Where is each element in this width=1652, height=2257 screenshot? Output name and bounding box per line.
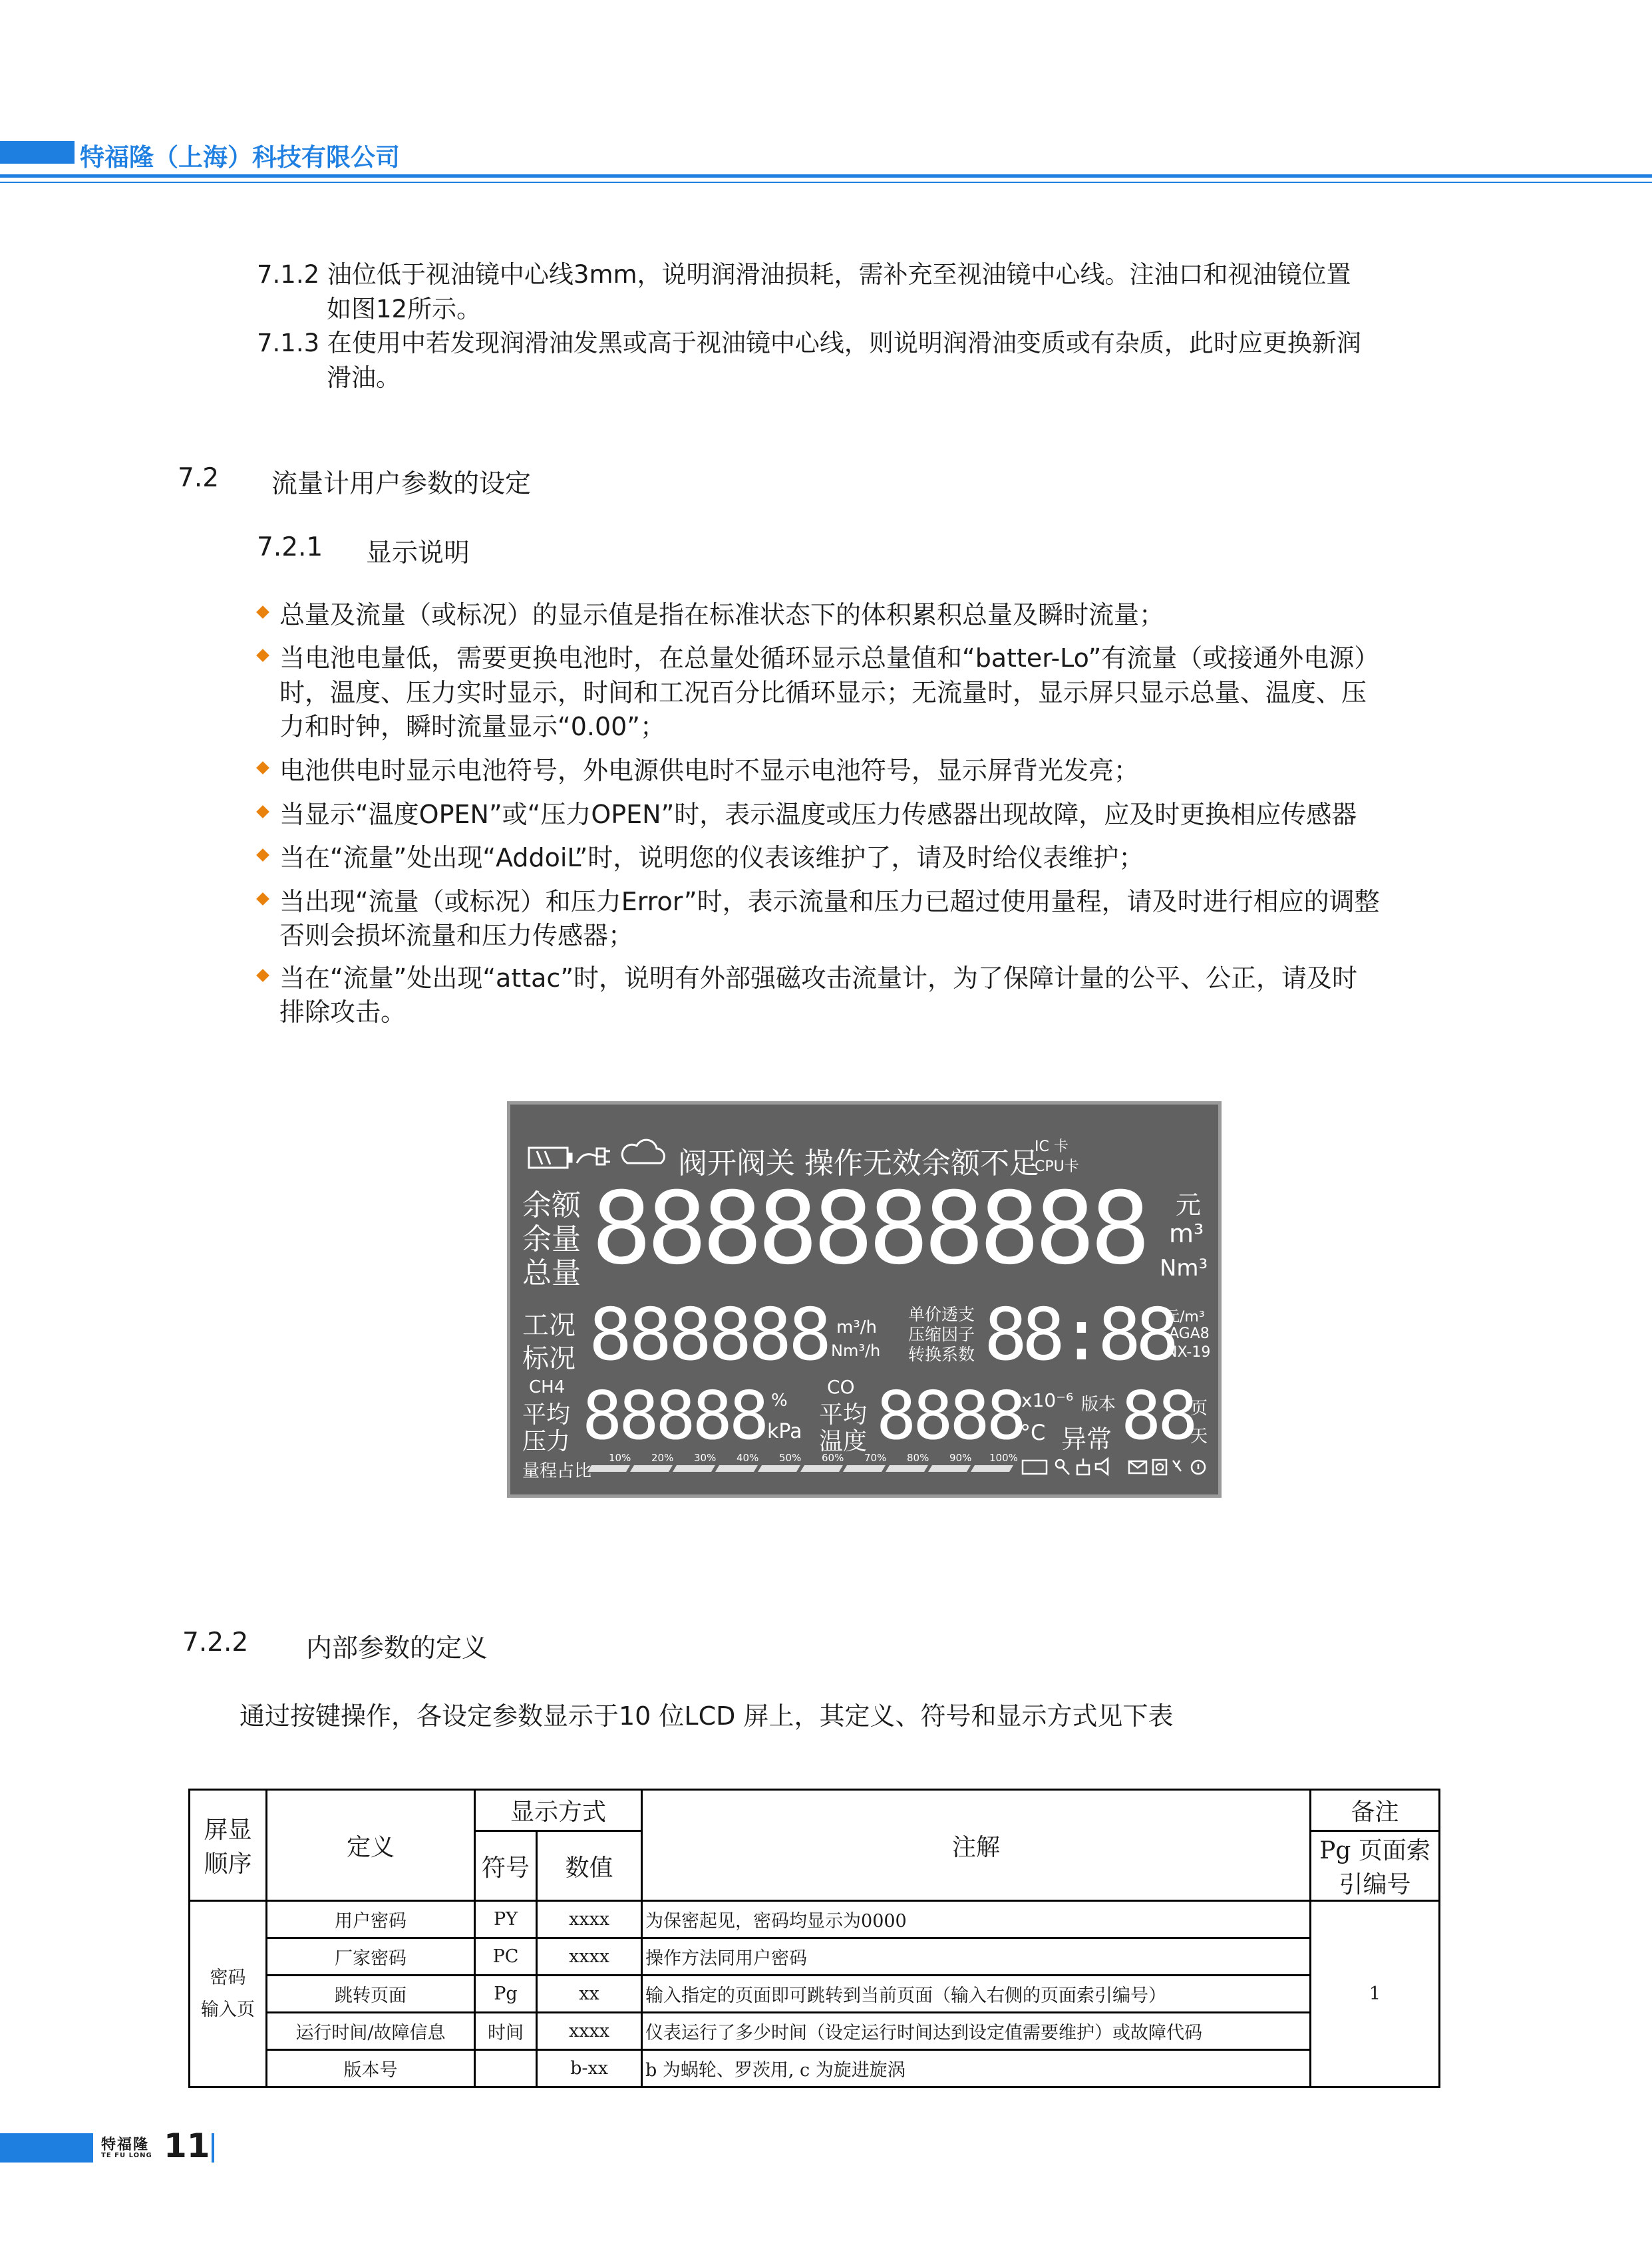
section-72-number: 7.2 <box>178 463 220 493</box>
lcd-label-ch4: CH4 <box>529 1377 566 1397</box>
row-value: b-xx <box>537 2050 642 2087</box>
row-definition: 用户密码 <box>267 1901 475 1938</box>
lcd-range-label: 量程占比 <box>522 1461 592 1481</box>
row-definition: 运行时间/故障信息 <box>267 2013 475 2050</box>
header-rule <box>0 174 1652 178</box>
row-value: xx <box>537 1976 642 2013</box>
footer-logo: 特福隆 <box>101 2137 150 2153</box>
table-header-row <box>190 1790 1440 1831</box>
footer-logo-sub: TE FU LONG <box>101 2152 152 2159</box>
company-name: 特福隆（上海）科技有限公司 <box>80 143 400 172</box>
table-row <box>190 1976 1440 2013</box>
lcd-status-text: 阀开阀关 操作无效余额不足 <box>678 1146 1039 1180</box>
section-721-title: 显示说明 <box>366 538 470 568</box>
para-712-line1: 7.1.2 油位低于视油镜中心线3mm，说明润滑油损耗，需补充至视油镜中心线。注油口和视油镜位置 <box>257 260 1351 289</box>
row-definition: 跳转页面 <box>267 1976 475 2013</box>
bullet-7-line1: 当在“流量”处出现“attac”时，说明有外部强磁攻击流量计，为了保障计量的公平、公正，请及时 <box>279 963 1358 993</box>
row-symbol: PC <box>475 1938 537 1976</box>
bullet-3: 电池供电时显示电池符号，外电源供电时不显示电池符号，显示屏背光发亮； <box>279 756 1140 785</box>
row-symbol: 时间 <box>475 2013 537 2050</box>
section-722-number: 7.2.2 <box>182 1628 249 1657</box>
parameter-table <box>188 1789 1440 2088</box>
lcd-range-tick: 30% <box>694 1452 717 1464</box>
lcd-aga8: AGA8 <box>1169 1325 1210 1342</box>
lcd-unit-nm3h: Nm³/h <box>831 1341 881 1360</box>
header-definition: 定义 <box>267 1790 475 1901</box>
bullet-marker <box>258 850 267 862</box>
cloud-icon <box>622 1140 664 1163</box>
row-value: xxxx <box>537 1938 642 1976</box>
lcd-flow-digits: 888888 <box>589 1294 829 1377</box>
lcd-unit-yuan-m3: 元/m³ <box>1165 1309 1205 1325</box>
row-definition: 厂家密码 <box>267 1938 475 1976</box>
lcd-label-avg2: 平均 <box>819 1401 868 1429</box>
lcd-unit-m3h: m³/h <box>836 1317 877 1337</box>
lcd-clock-digits: 88:88 <box>984 1294 1174 1377</box>
bullet-7-line2: 排除攻击。 <box>279 997 407 1027</box>
lcd-label-working: 工况 <box>522 1310 576 1341</box>
bullet-marker <box>258 806 267 819</box>
lcd-unit-page: 页 <box>1190 1399 1208 1419</box>
lcd-range-tick: 100% <box>989 1452 1018 1464</box>
lcd-unit-day: 天 <box>1190 1427 1208 1447</box>
bullet-4: 当显示“温度OPEN”或“压力OPEN”时，表示温度或压力传感器出现故障，应及时更换相应传感器 <box>279 800 1357 829</box>
para-712-line2: 如图12所示。 <box>327 295 482 323</box>
bullet-6-line2: 否则会损坏流量和压力传感器； <box>279 921 634 950</box>
row-symbol: PY <box>475 1901 537 1938</box>
bullet-2-line3: 力和时钟，瞬时流量显示“0.00”； <box>279 712 665 741</box>
lcd-label-temp: 温度 <box>819 1428 868 1455</box>
bullet-6-line1: 当出现“流量（或标况）和压力Error”时，表示流量和压力已超过使用量程，请及时进行相应的调整 <box>279 887 1380 916</box>
lcd-unit-celsius: °C <box>1020 1420 1046 1445</box>
bullet-1: 总量及流量（或标况）的显示值是指在标准状态下的体积累积总量及瞬时流量； <box>279 600 1165 629</box>
battery-icon <box>529 1148 572 1168</box>
row-note: 为保密起见，密码均显示为0000 <box>642 1901 1311 1938</box>
lcd-label-remain: 余量 <box>522 1222 581 1256</box>
lcd-main-digits: 8888888888 <box>591 1171 1146 1287</box>
lcd-pressure-digits: 88888 <box>582 1377 766 1455</box>
header-display-mode: 显示方式 <box>475 1790 642 1831</box>
row-definition: 版本号 <box>267 2050 475 2087</box>
lcd-display-figure <box>507 1101 1222 1498</box>
para-713-line1: 7.1.3 在使用中若发现润滑油发黑或高于视油镜中心线，则说明润滑油变质或有杂质，此时应更换新润 <box>257 329 1361 357</box>
row-note: b 为蜗轮、罗茨用, c 为旋进旋涡 <box>642 2050 1311 2087</box>
group-password-page: 密码 输入页 <box>190 1901 267 2087</box>
row-note: 仪表运行了多少时间（设定运行时间达到设定值需要维护）或故障代码 <box>642 2013 1311 2050</box>
row-symbol <box>475 2050 537 2087</box>
bullet-2-line1: 当电池电量低，需要更换电池时，在总量处循环显示总量值和“batter-Lo”有流量（或接通外电源） <box>279 643 1380 673</box>
bullet-marker <box>258 607 267 619</box>
lcd-label-total: 总量 <box>522 1256 581 1290</box>
header-note: 注解 <box>642 1790 1311 1901</box>
header-rule-thin <box>0 182 1652 183</box>
header-remark: 备注 <box>1311 1790 1440 1831</box>
lcd-cpu-card: CPU卡 <box>1035 1158 1079 1175</box>
lcd-range-tick: 50% <box>779 1452 802 1464</box>
lcd-label-price: 单价透支 <box>908 1305 975 1324</box>
header-pg-index: Pg 页面索 引编号 <box>1311 1831 1440 1901</box>
lcd-unit-nm3: Nm³ <box>1160 1255 1208 1282</box>
footer-accent-bar <box>0 2133 93 2163</box>
lcd-range-tick: 80% <box>907 1452 929 1464</box>
lcd-label-pressure: 压力 <box>522 1428 571 1455</box>
remark-pg-value: 1 <box>1311 1901 1440 2087</box>
section-722-title: 内部参数的定义 <box>306 1634 488 1663</box>
lcd-ic-card: IC 卡 <box>1035 1138 1069 1155</box>
lcd-unit-kpa: kPa <box>767 1420 802 1443</box>
lcd-temp-digits: 8888 <box>876 1377 1023 1455</box>
lcd-label-standard: 标况 <box>522 1343 576 1374</box>
bullet-5: 当在“流量”处出现“AddoiL”时，说明您的仪表该维护了，请及时给仪表维护； <box>279 843 1144 872</box>
table-row <box>190 1938 1440 1976</box>
bullet-marker <box>258 763 267 775</box>
status-icons <box>1023 1459 1205 1475</box>
lcd-label-compress: 压缩因子 <box>908 1325 975 1344</box>
bullet-2-line2: 时，温度、压力实时显示，时间和工况百分比循环显示；无流量时，显示屏只显示总量、温度、压 <box>279 678 1367 707</box>
header-order: 屏显 顺序 <box>190 1790 267 1901</box>
lcd-range-tick: 40% <box>737 1452 759 1464</box>
lcd-range-tick: 90% <box>949 1452 972 1464</box>
lcd-label-abnormal: 异常 <box>1061 1425 1112 1454</box>
footer-separator <box>212 2133 214 2163</box>
lcd-range-tick: 10% <box>609 1452 631 1464</box>
lcd-small-digits: 88 <box>1121 1377 1195 1455</box>
lcd-range-tick: 70% <box>864 1452 887 1464</box>
row-symbol: Pg <box>475 1976 537 2013</box>
bullet-marker <box>258 894 267 906</box>
row-note: 输入指定的页面即可跳转到当前页面（输入右侧的页面索引编号） <box>642 1976 1311 2013</box>
table-row <box>190 2013 1440 2050</box>
section-721-number: 7.2.1 <box>257 532 323 562</box>
header-symbol: 符号 <box>475 1831 537 1901</box>
section-72-title: 流量计用户参数的设定 <box>271 469 532 499</box>
lcd-unit-x10: x10⁻⁶ <box>1021 1389 1074 1411</box>
row-note: 操作方法同用户密码 <box>642 1938 1311 1976</box>
lcd-label-balance: 余额 <box>522 1188 581 1222</box>
table-row <box>190 2050 1440 2087</box>
lcd-label-co: CO <box>827 1376 855 1398</box>
para-713-line2: 滑油。 <box>327 363 401 392</box>
lcd-unit-yuan: 元 <box>1176 1190 1202 1220</box>
lcd-nx19: NX-19 <box>1166 1344 1211 1361</box>
lcd-range-tick: 60% <box>822 1452 844 1464</box>
lcd-unit-percent: % <box>771 1391 788 1411</box>
lcd-label-version: 版本 <box>1081 1395 1116 1415</box>
lcd-range-tick: 20% <box>651 1452 674 1464</box>
table-intro: 通过按键操作，各设定参数显示于10 位LCD 屏上，其定义、符号和显示方式见下表 <box>240 1701 1174 1731</box>
range-bar <box>587 1465 1013 1472</box>
plug-icon <box>577 1148 610 1164</box>
bullet-marker <box>258 650 267 663</box>
header-accent-bar <box>0 141 75 164</box>
table-row <box>190 1901 1440 1938</box>
lcd-label-convert: 转换系数 <box>908 1345 975 1364</box>
bullet-marker <box>258 970 267 983</box>
row-value: xxxx <box>537 1901 642 1938</box>
row-value: xxxx <box>537 2013 642 2050</box>
lcd-unit-m3: m³ <box>1169 1219 1204 1248</box>
lcd-label-avg: 平均 <box>522 1401 571 1429</box>
header-value: 数值 <box>537 1831 642 1901</box>
page-number: 11 <box>164 2127 210 2165</box>
